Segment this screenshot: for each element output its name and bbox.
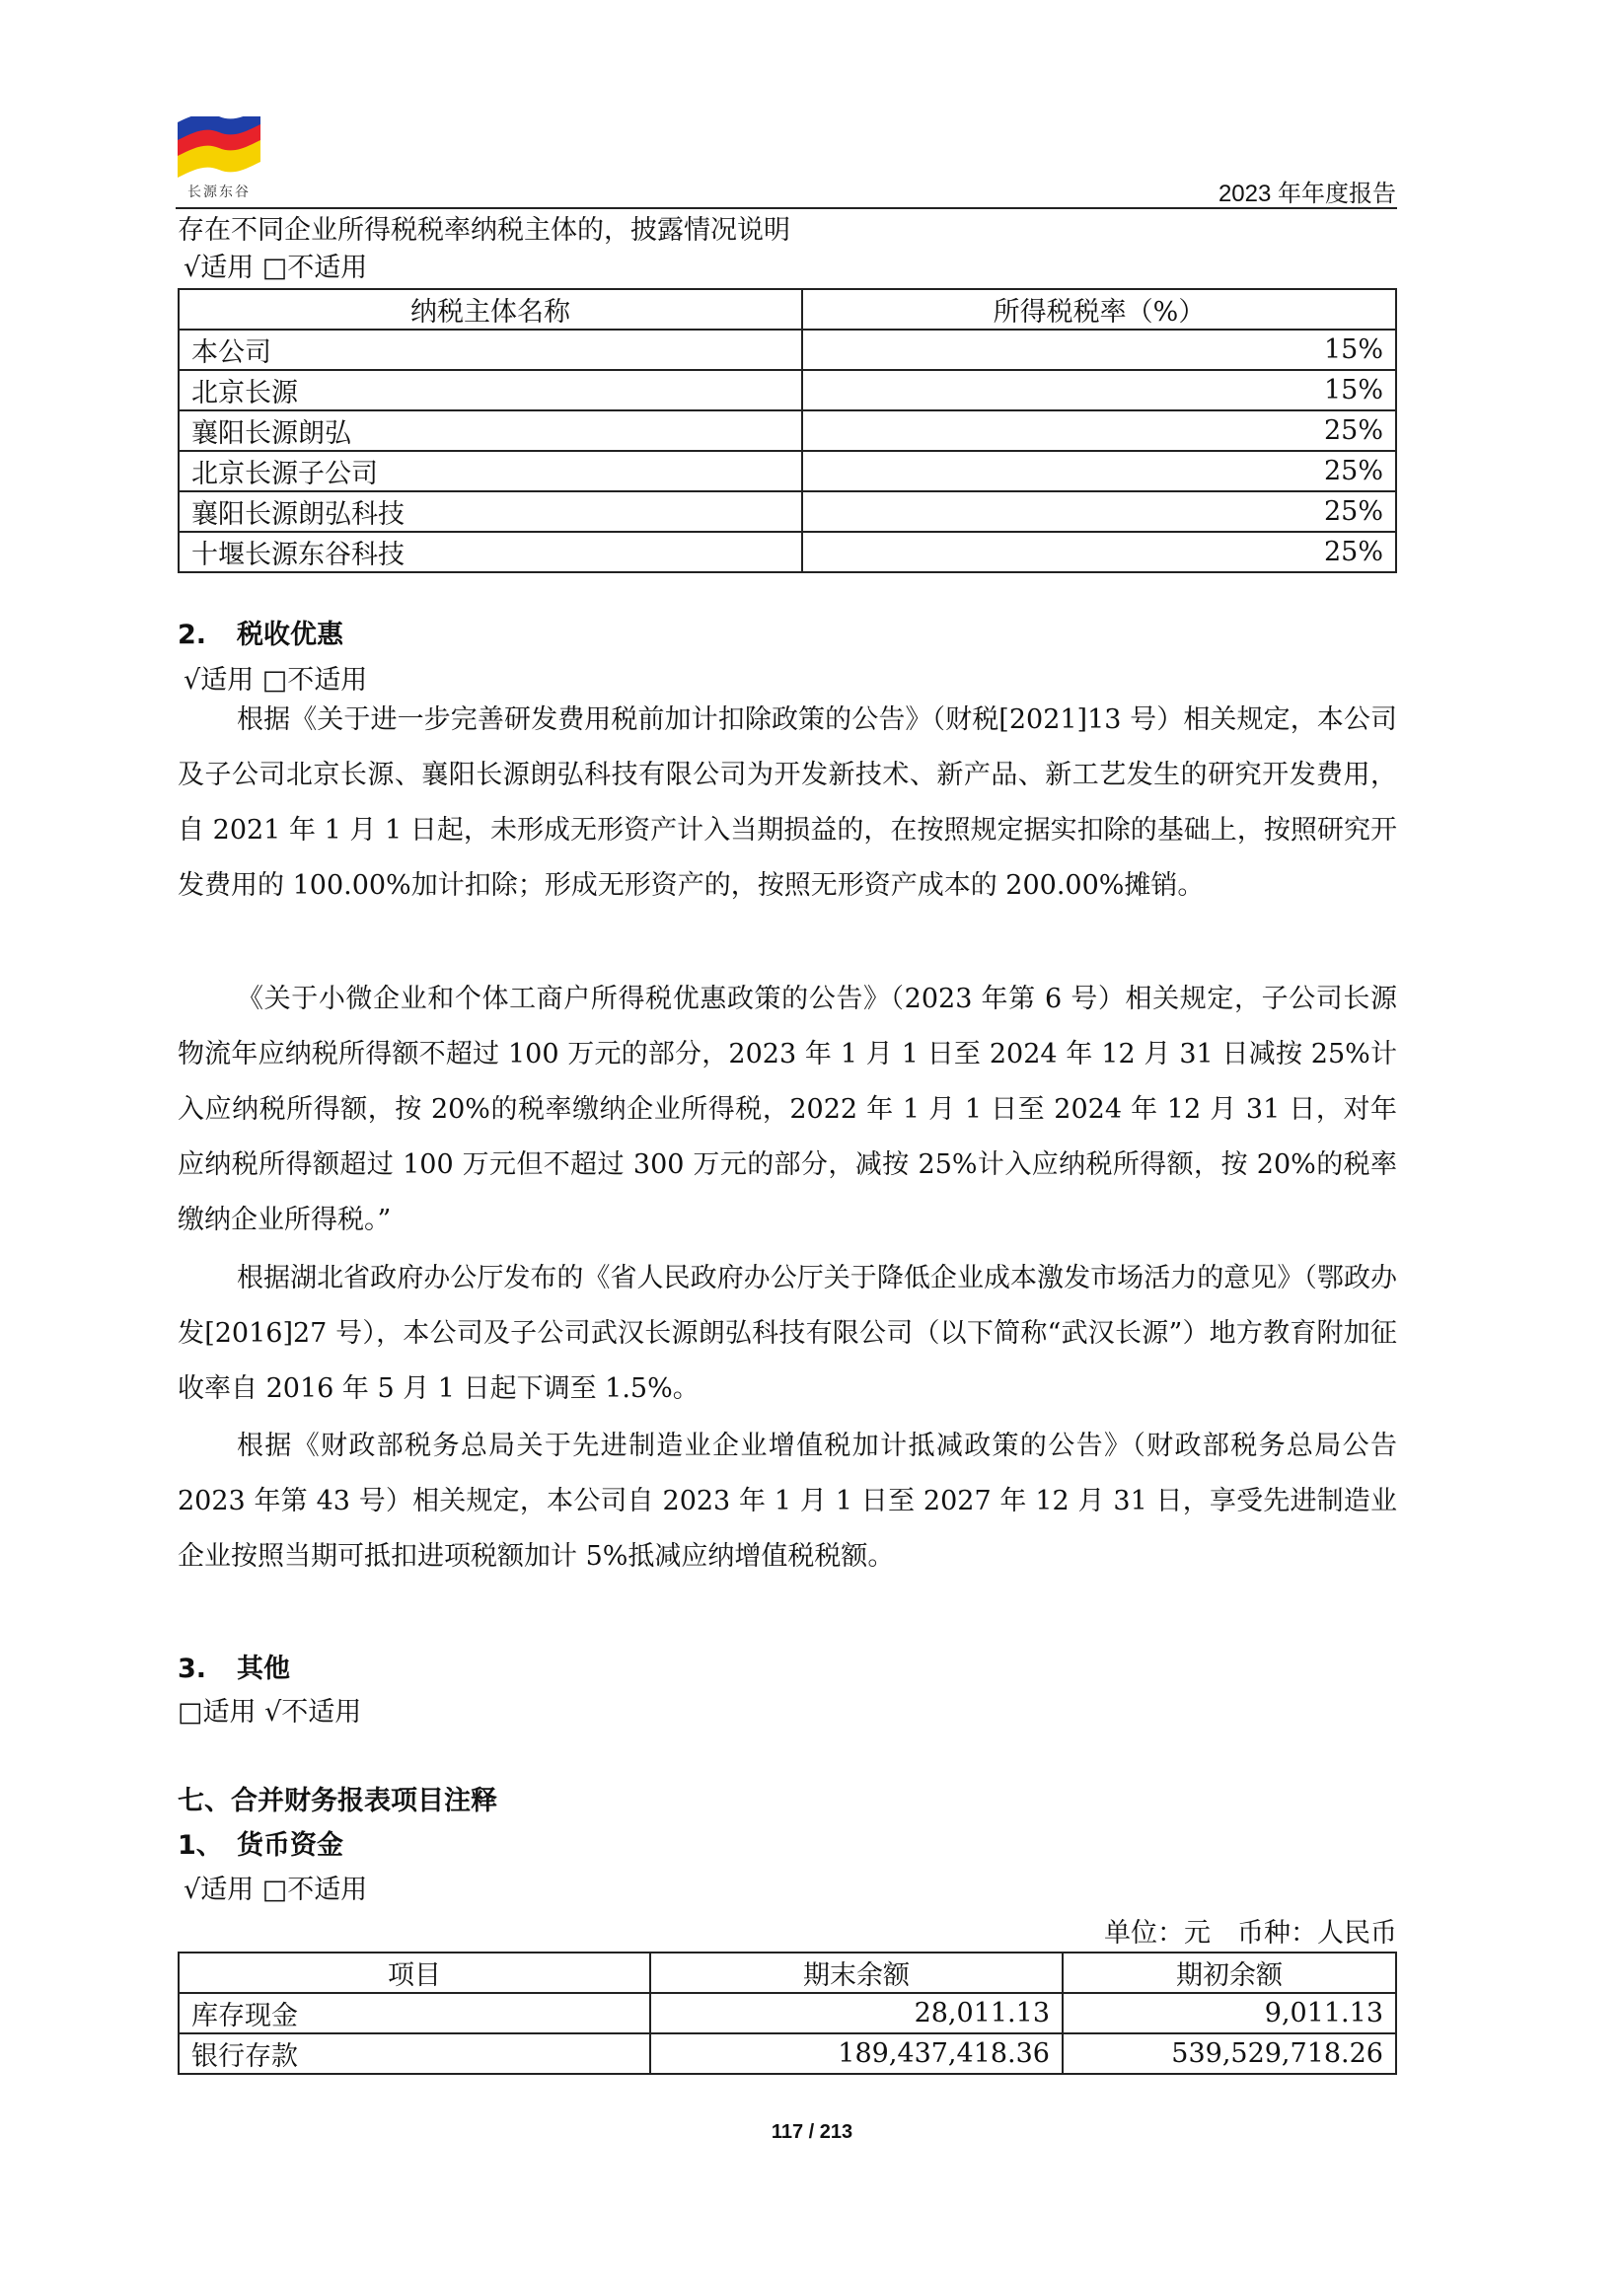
table-row [179,491,1396,532]
entity-name: 北京长源子公司 [179,451,802,491]
header-divider [176,207,1397,209]
opening-balance: 539,529,718.26 [1063,2033,1396,2074]
section7-sub-heading: 货币资金 [237,1830,343,1861]
item-name: 库存现金 [179,1993,650,2033]
entity-name: 襄阳长源朗弘科技 [179,491,802,532]
section7-applicability: √适用 □不适用 [184,1875,368,1905]
closing-balance: 189,437,418.36 [650,2033,1063,2074]
tax-rate: 25% [802,491,1396,532]
table-row [179,330,1396,370]
paragraph-small-enterprise: 《关于小微企业和个体工商户所得税优惠政策的公告》（2023 年第 6 号）相关规定，子公司长源物流年应纳税所得额不超过 100 万元的部分，2023 年 1 月 1 日至 2024 年 12 月 31 日减按 25%计入应纳税所得额，按 20%的税率缴纳企业所得税，2022 年 1 月 1 日至 2024 年 12 月 31 日，对年应纳税所得额超过 100 万元但不超过 300 万元的部分，减按 25%计入应纳税所得额，按 20%的税率缴纳企业所得税。” [178,984,1397,1235]
tax-entities-applicability: √适用 □不适用 [184,253,368,283]
tax-rate: 25% [802,532,1396,572]
entity-name: 十堰长源东谷科技 [179,532,802,572]
section7-sub-number: 1、 [178,1830,223,1861]
table-header-row [179,289,1396,330]
paragraph-rd-deduction: 根据《关于进一步完善研发费用税前加计扣除政策的公告》（财税[2021]13 号）相关规定，本公司及子公司北京长源、襄阳长源朗弘科技有限公司为开发新技术、新产品、新工艺发生的研究开发费用，自 2021 年 1 月 1 日起，未形成无形资产计入当期损益的，在按照规定据实扣除的基础上，按照研究开发费用的 100.00%加计扣除；形成无形资产的，按照无形资产成本的 200.00%摊销。 [178,704,1397,901]
table-header-row [179,1953,1396,1993]
column-header-opening: 期初余额 [1063,1953,1396,1993]
table-row [179,410,1396,451]
item-name: 银行存款 [179,2033,650,2074]
table-row [179,532,1396,572]
table-row [179,2033,1396,2074]
page-number: 117 / 213 [771,2121,853,2143]
closing-balance: 28,011.13 [650,1993,1063,2033]
section2-heading-number: 2. [178,620,207,650]
entity-name: 本公司 [179,330,802,370]
column-header-item: 项目 [179,1953,650,1993]
tax-rate: 15% [802,370,1396,410]
tax-rate: 25% [802,410,1396,451]
column-header-rate: 所得税税率（%） [802,289,1396,330]
currency-unit-note: 单位：元 币种：人民币 [1104,1918,1397,1949]
section7-heading: 七、合并财务报表项目注释 [178,1786,497,1816]
section3-applicability: □适用 √不适用 [178,1697,362,1728]
report-label: 2023 年年度报告 [1218,181,1396,207]
tax-rate: 25% [802,451,1396,491]
tax-entities-intro: 存在不同企业所得税税率纳税主体的，披露情况说明 [178,215,790,246]
entity-name: 襄阳长源朗弘 [179,410,802,451]
cash-table [178,1952,1397,2075]
table-row [179,451,1396,491]
table-row [179,1993,1396,2033]
column-header-closing: 期末余额 [650,1953,1063,1993]
section2-heading: 税收优惠 [237,620,343,650]
opening-balance: 9,011.13 [1063,1993,1396,2033]
paragraph-vat-deduction: 根据《财政部税务总局关于先进制造业企业增值税加计抵减政策的公告》（财政部税务总局公告 2023 年第 43 号）相关规定，本公司自 2023 年 1 月 1 日至 2027 年 12 月 31 日，享受先进制造业企业按照当期可抵扣进项税额加计 5%抵减应纳增值税税额。 [178,1431,1397,1572]
section3-heading-number: 3. [178,1654,207,1684]
tax-rate: 15% [802,330,1396,370]
section3-heading: 其他 [237,1654,290,1684]
paragraph-education-surcharge: 根据湖北省政府办公厅发布的《省人民政府办公厅关于降低企业成本激发市场活力的意见》（鄂政办发[2016]27 号），本公司及子公司武汉长源朗弘科技有限公司（以下简称“武汉长源”）地方教育附加征收率自 2016 年 5 月 1 日起下调至 1.5%。 [178,1263,1397,1404]
column-header-entity: 纳税主体名称 [179,289,802,330]
section2-applicability: √适用 □不适用 [184,665,368,696]
tax-rate-table [178,288,1397,573]
entity-name: 北京长源 [179,370,802,410]
table-row [179,370,1396,410]
logo-caption: 长源东谷 [187,184,251,200]
